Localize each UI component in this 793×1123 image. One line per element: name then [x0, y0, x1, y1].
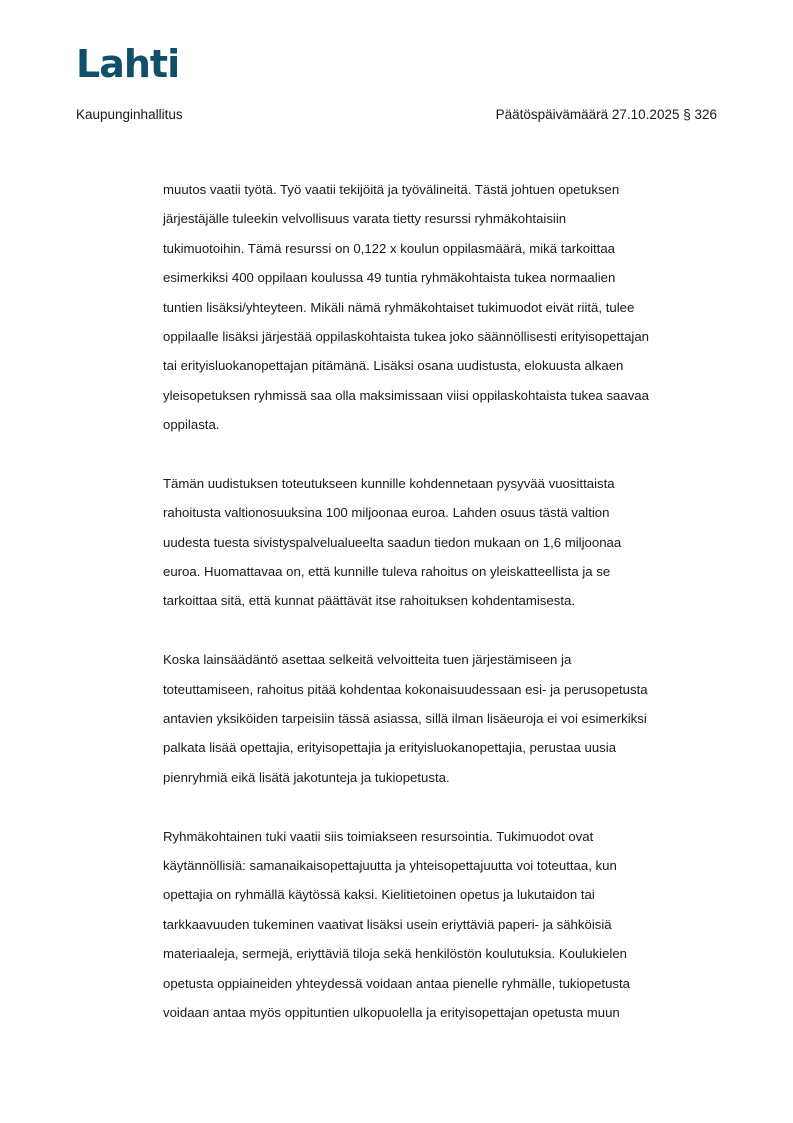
paragraph	[163, 645, 723, 792]
paragraph	[163, 175, 723, 440]
text-line: rahoitusta valtionosuuksina 100 miljoonaa euroa. Lahden osuus tästä valtion	[163, 505, 610, 521]
text-line: esimerkiksi 400 oppilaan koulussa 49 tuntia ryhmäkohtaista tukea normaalien	[163, 270, 616, 286]
organization-name: Kaupunginhallitus	[76, 107, 183, 122]
text-line: palkata lisää opettajia, erityisopettajia ja erityisluokanopettajia, perustaa uusia	[163, 740, 617, 756]
text-line: oppilasta.	[163, 417, 220, 433]
text-line: euroa. Huomattavaa on, että kunnille tuleva rahoitus on yleiskatteellista ja se	[163, 564, 611, 580]
text-line: pienryhmiä eikä lisätä jakotunteja ja tukiopetusta.	[163, 769, 450, 785]
text-line: tuntien lisäksi/yhteyteen. Mikäli nämä ryhmäkohtaiset tukimuodot eivät riitä, tulee	[163, 299, 635, 315]
text-line: tai erityisluokanopettajan pitämänä. Lisäksi osana uudistusta, elokuusta alkaen	[163, 358, 624, 374]
text-line: Ryhmäkohtainen tuki vaatii siis toimiakseen resursointia. Tukimuodot ovat	[163, 828, 594, 844]
text-line: antavien yksiköiden tarpeisiin tässä asiassa, sillä ilman lisäeuroja ei voi esimerkiksi	[163, 711, 647, 727]
text-line: materiaaleja, sermejä, eriyttäviä tiloja sekä henkilöstön koulutuksia. Koulukielen	[163, 946, 628, 962]
text-line: käytännöllisiä: samanaikaisopettajuutta ja yhteisopettajuutta voi toteuttaa, kun	[163, 857, 617, 873]
text-line: oppilaalle lisäksi järjestää oppilaskohtaista tukea joko säännöllisesti erityisopettajan	[163, 328, 650, 344]
text-line: toteuttamiseen, rahoitus pitää kohdentaa kokonaisuudessaan esi- ja perusopetusta	[163, 681, 648, 697]
text-line: uudesta tuesta sivistyspalvelualueelta saadun tiedon mukaan on 1,6 miljoonaa	[163, 534, 622, 550]
text-line: tarkoittaa sitä, että kunnat päättävät itse rahoituksen kohdentamisesta.	[163, 593, 575, 609]
lahti-logo: Lahti	[76, 42, 180, 86]
text-line: yleisopetuksen ryhmissä saa olla maksimissaan viisi oppilaskohtaista tukea saavaa	[163, 387, 649, 403]
text-line: järjestäjälle tuleekin velvollisuus varata tietty resurssi ryhmäkohtaisiin	[163, 211, 567, 227]
text-line: Koska lainsäädäntö asettaa selkeitä velvoitteita tuen järjestämiseen ja	[163, 652, 572, 668]
text-line: tukimuotoihin. Tämä resurssi on 0,122 x koulun oppilasmäärä, mikä tarkoittaa	[163, 240, 616, 256]
text-line: voidaan antaa myös oppituntien ulkopuolella ja erityisopettajan opetusta muun	[163, 1004, 620, 1020]
text-line: Tämän uudistuksen toteutukseen kunnille kohdennetaan pysyvää vuosittaista	[163, 475, 615, 491]
paragraph	[163, 469, 723, 616]
text-line: tarkkaavuuden tukeminen vaativat lisäksi usein eriyttäviä paperi- ja sähköisiä	[163, 916, 612, 932]
text-line: opettajia on ryhmällä käytössä kaksi. Kielitietoinen opetus ja lukutaidon tai	[163, 887, 595, 903]
text-line: opetusta oppiaineiden yhteydessä voidaan antaa pienelle ryhmälle, tukiopetusta	[163, 975, 631, 991]
document-body	[163, 175, 723, 1057]
decision-date: Päätöspäivämäärä 27.10.2025 § 326	[495, 107, 717, 122]
text-line: muutos vaatii työtä. Työ vaatii tekijöitä ja työvälineitä. Tästä johtuen opetuksen	[163, 182, 620, 197]
paragraph	[163, 822, 723, 1028]
